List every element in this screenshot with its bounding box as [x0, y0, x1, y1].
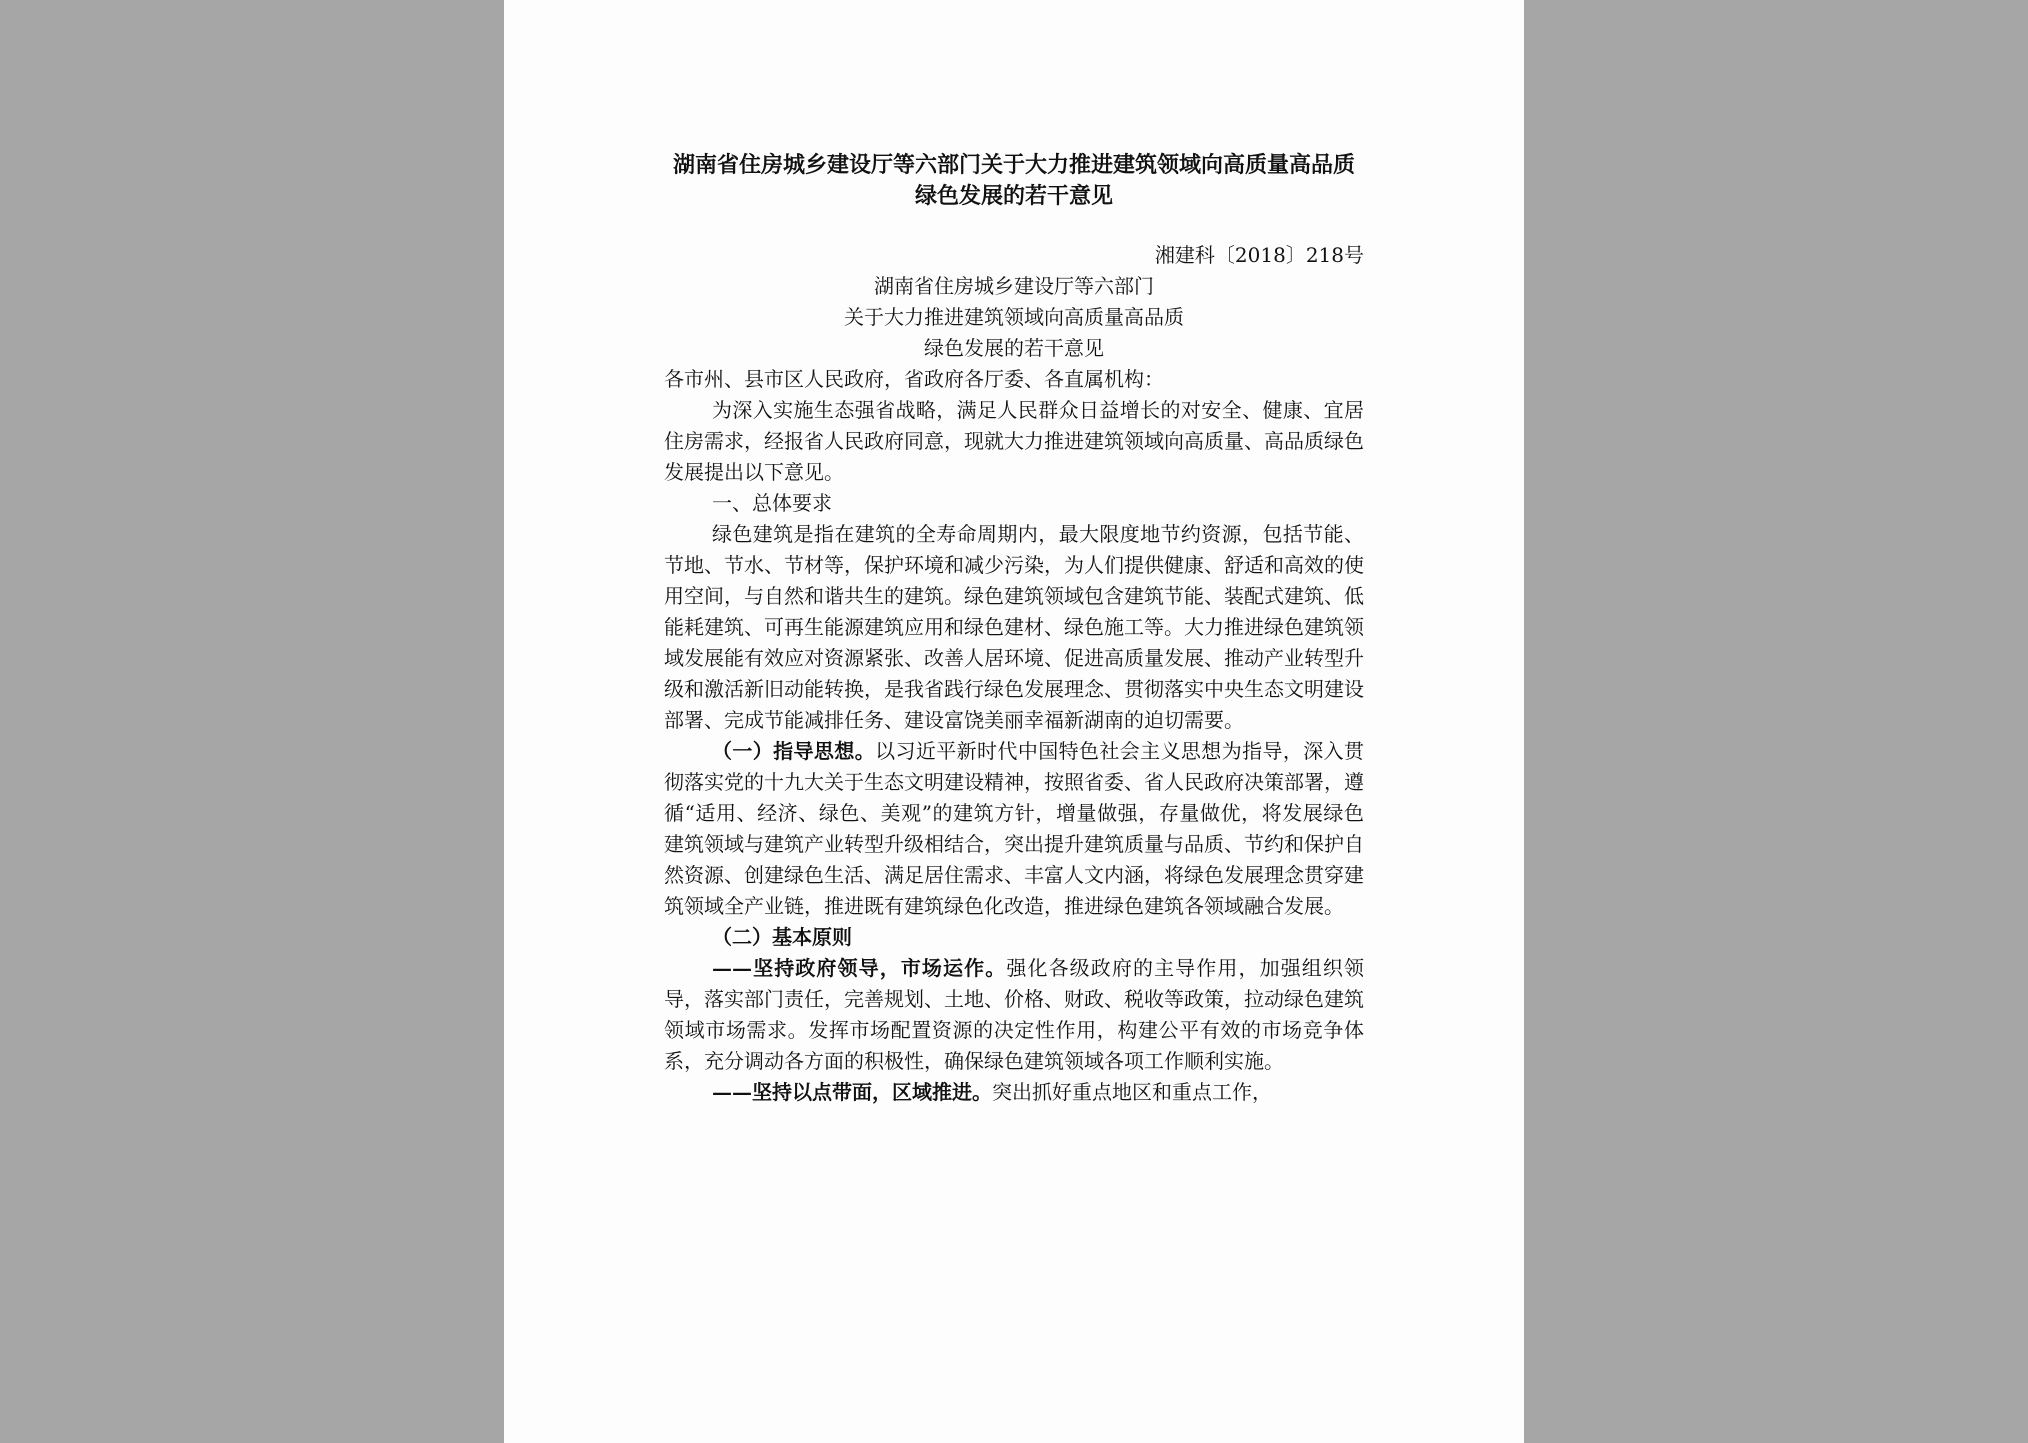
principles-heading: [664, 922, 1364, 953]
document-page: [504, 0, 1524, 1443]
addressee: 各市州、县市区人民政府，省政府各厅委、各直属机构：: [664, 367, 1164, 391]
principle-2-paragraph: [664, 1077, 1364, 1108]
principle-1-heading: ——坚持政府领导，市场运作。: [712, 956, 1007, 980]
guiding-thought-paragraph: [664, 736, 1364, 922]
guiding-thought-heading: （一）指导思想。: [712, 739, 876, 763]
subtitle-line-1: 湖南省住房城乡建设厅等六部门: [874, 274, 1154, 298]
subtitle-line-2: 关于大力推进建筑领域向高质量高品质: [844, 305, 1184, 329]
guiding-thought-text: 以习近平新时代中国特色社会主义思想为指导，深入贯彻落实党的十九大关于生态文明建设精神，按照省委、省人民政府决策部署，遵循“适用、经济、绿色、美观”的建筑方针，增量做强，存量做优，将发展绿色建筑领域与建筑产业转型升级相结合，突出提升建筑质量与品质、节约和保护自然资源、创建绿色生活、满足居住需求、丰富人文内涵，将绿色发展理念贯穿建筑领域全产业链，推进既有建筑绿色化改造，推进绿色建筑各领域融合发展。: [664, 739, 1365, 918]
principle-1-text: 强化各级政府的主导作用，加强组织领导，落实部门责任，完善规划、土地、价格、财政、税收等政策，拉动绿色建筑领域市场需求。发挥市场配置资源的决定性作用，构建公平有效的市场竞争体系，充分调动各方面的积极性，确保绿色建筑领域各项工作顺利实施。: [664, 956, 1365, 1073]
green-building-paragraph: 绿色建筑是指在建筑的全寿命周期内，最大限度地节约资源，包括节能、节地、节水、节材等，保护环境和减少污染，为人们提供健康、舒适和高效的使用空间，与自然和谐共生的建筑。绿色建筑领域包含建筑节能、装配式建筑、低能耗建筑、可再生能源建筑应用和绿色建材、绿色施工等。大力推进绿色建筑领域发展能有效应对资源紧张、改善人居环境、促进高质量发展、推动产业转型升级和激活新旧动能转换，是我省践行绿色发展理念、贯彻落实中央生态文明建设部署、完成节能减排任务、建设富饶美丽幸福新湖南的迫切需要。: [664, 522, 1364, 732]
principle-2-heading: ——坚持以点带面，区域推进。: [712, 1080, 992, 1104]
subtitle-line-3: 绿色发展的若干意见: [924, 336, 1104, 360]
document-title: 湖南省住房城乡建设厅等六部门关于大力推进建筑领域向高质量高品质绿色发展的若干意见: [672, 153, 1355, 209]
principles-heading-text: （二）基本原则: [712, 925, 852, 949]
document-number: 湘建科〔2018〕218号: [1154, 243, 1364, 267]
section-heading: 一、总体要求: [712, 491, 832, 515]
document-content: [664, 150, 1364, 1108]
principle-2-text: 突出抓好重点地区和重点工作，: [992, 1080, 1272, 1104]
principle-1-paragraph: [664, 953, 1364, 1077]
intro-paragraph: 为深入实施生态强省战略，满足人民群众日益增长的对安全、健康、宜居住房需求，经报省人民政府同意，现就大力推进建筑领域向高质量、高品质绿色发展提出以下意见。: [664, 398, 1364, 484]
